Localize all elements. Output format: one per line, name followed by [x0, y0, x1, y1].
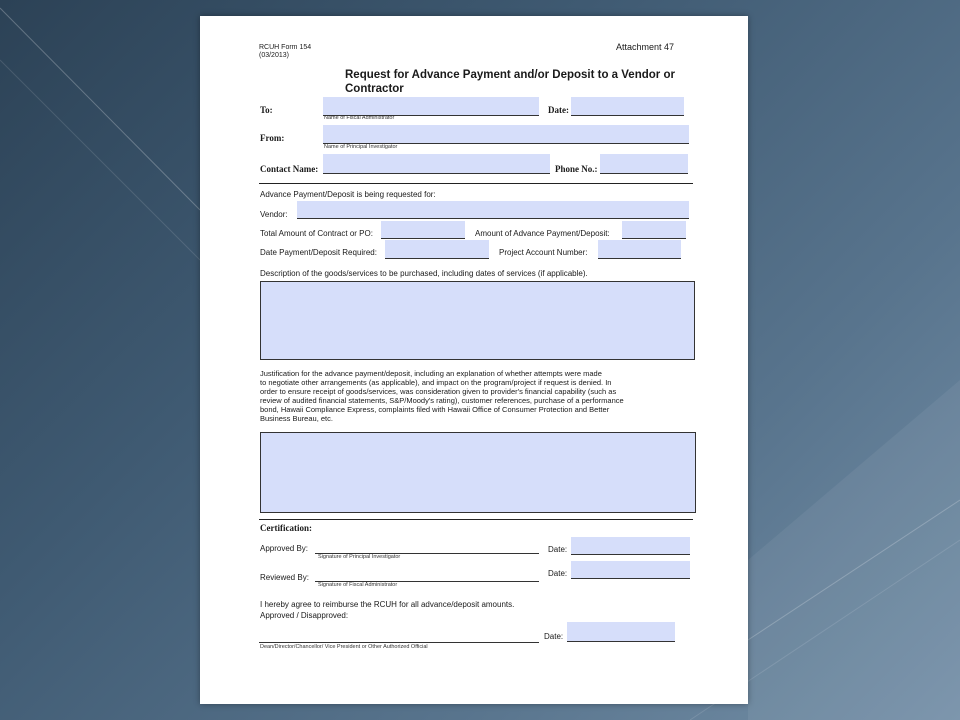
date-required-label: Date Payment/Deposit Required:: [260, 248, 377, 257]
approved-disapproved-label: Approved / Disapproved:: [260, 611, 349, 620]
justification-line-6: Business Bureau, etc.: [260, 414, 333, 423]
description-textarea[interactable]: [260, 281, 695, 360]
justification-line-5: bond, Hawaii Compliance Express, complaints filed with Hawaii Office of Consumer Protection and Better: [260, 405, 610, 414]
contact-name-field[interactable]: [323, 154, 550, 174]
reviewed-caption: Signature of Fiscal Administrator: [318, 582, 398, 588]
to-caption: Name of Fiscal Administrator: [324, 115, 395, 121]
approved-date-label: Date:: [548, 545, 568, 554]
date-required-field[interactable]: [385, 240, 489, 259]
form-number: RCUH Form 154: [259, 44, 312, 51]
description-label: Description of the goods/services to be purchased, including dates of services (if applicable).: [260, 269, 588, 278]
from-caption: Name of Principal Investigator: [324, 144, 398, 150]
total-amount-field[interactable]: [381, 221, 465, 239]
from-label: From:: [260, 133, 285, 143]
justification-textarea[interactable]: [260, 432, 696, 513]
approved-caption: Signature of Principal Investigator: [318, 554, 401, 560]
advance-amount-label: Amount of Advance Payment/Deposit:: [475, 229, 610, 238]
advance-amount-field[interactable]: [622, 221, 686, 239]
final-date-label: Date:: [544, 632, 564, 641]
official-caption: Dean/Director/Chancellor/ Vice President or Other Authorized Official: [260, 644, 428, 650]
reviewed-date-label: Date:: [548, 569, 568, 578]
form-revision-date: (03/2013): [259, 52, 289, 59]
to-label: To:: [260, 105, 273, 115]
phone-label: Phone No.:: [555, 164, 598, 174]
justification-line-1: Justification for the advance payment/deposit, including an explanation of whether attempts were made: [260, 369, 602, 378]
reimburse-agreement: I hereby agree to reimburse the RCUH for all advance/deposit amounts.: [260, 600, 515, 609]
phone-field[interactable]: [600, 154, 688, 174]
justification-line-2: to negotiate other arrangements (as applicable), and impact on the program/project if request is denied. In: [260, 378, 612, 387]
date-field[interactable]: [571, 97, 684, 116]
final-date-field[interactable]: [567, 622, 675, 642]
form-title-line1: Request for Advance Payment and/or Deposit to a Vendor or: [345, 69, 675, 81]
form-page: [200, 16, 748, 704]
vendor-field[interactable]: [297, 201, 689, 219]
form-title-line2: Contractor: [345, 83, 404, 95]
certification-divider: [259, 519, 693, 520]
project-account-field[interactable]: [598, 240, 681, 259]
to-field[interactable]: [323, 97, 539, 116]
approved-by-label: Approved By:: [260, 544, 309, 553]
official-signature-line[interactable]: [259, 642, 539, 643]
total-amount-label: Total Amount of Contract or PO:: [260, 229, 373, 238]
date-label: Date:: [548, 105, 569, 115]
attachment-label: Attachment 47: [616, 42, 675, 52]
approved-date-field[interactable]: [571, 537, 690, 555]
certification-label: Certification:: [260, 523, 312, 533]
justification-line-3: order to ensure receipt of goods/services, was consideration given to provider's financial capability (such as: [260, 387, 617, 396]
from-field[interactable]: [323, 125, 689, 144]
vendor-label: Vendor:: [260, 210, 288, 219]
justification-line-4: review of audited financial statements, S&P/Moody's rating), customer references, purchase of a performance: [260, 396, 624, 405]
section-divider: [259, 183, 693, 184]
requested-for-label: Advance Payment/Deposit is being requested for:: [260, 190, 436, 199]
contact-name-label: Contact Name:: [260, 164, 319, 174]
reviewed-date-field[interactable]: [571, 561, 690, 579]
reviewed-by-label: Reviewed By:: [260, 573, 309, 582]
project-account-label: Project Account Number:: [499, 248, 588, 257]
